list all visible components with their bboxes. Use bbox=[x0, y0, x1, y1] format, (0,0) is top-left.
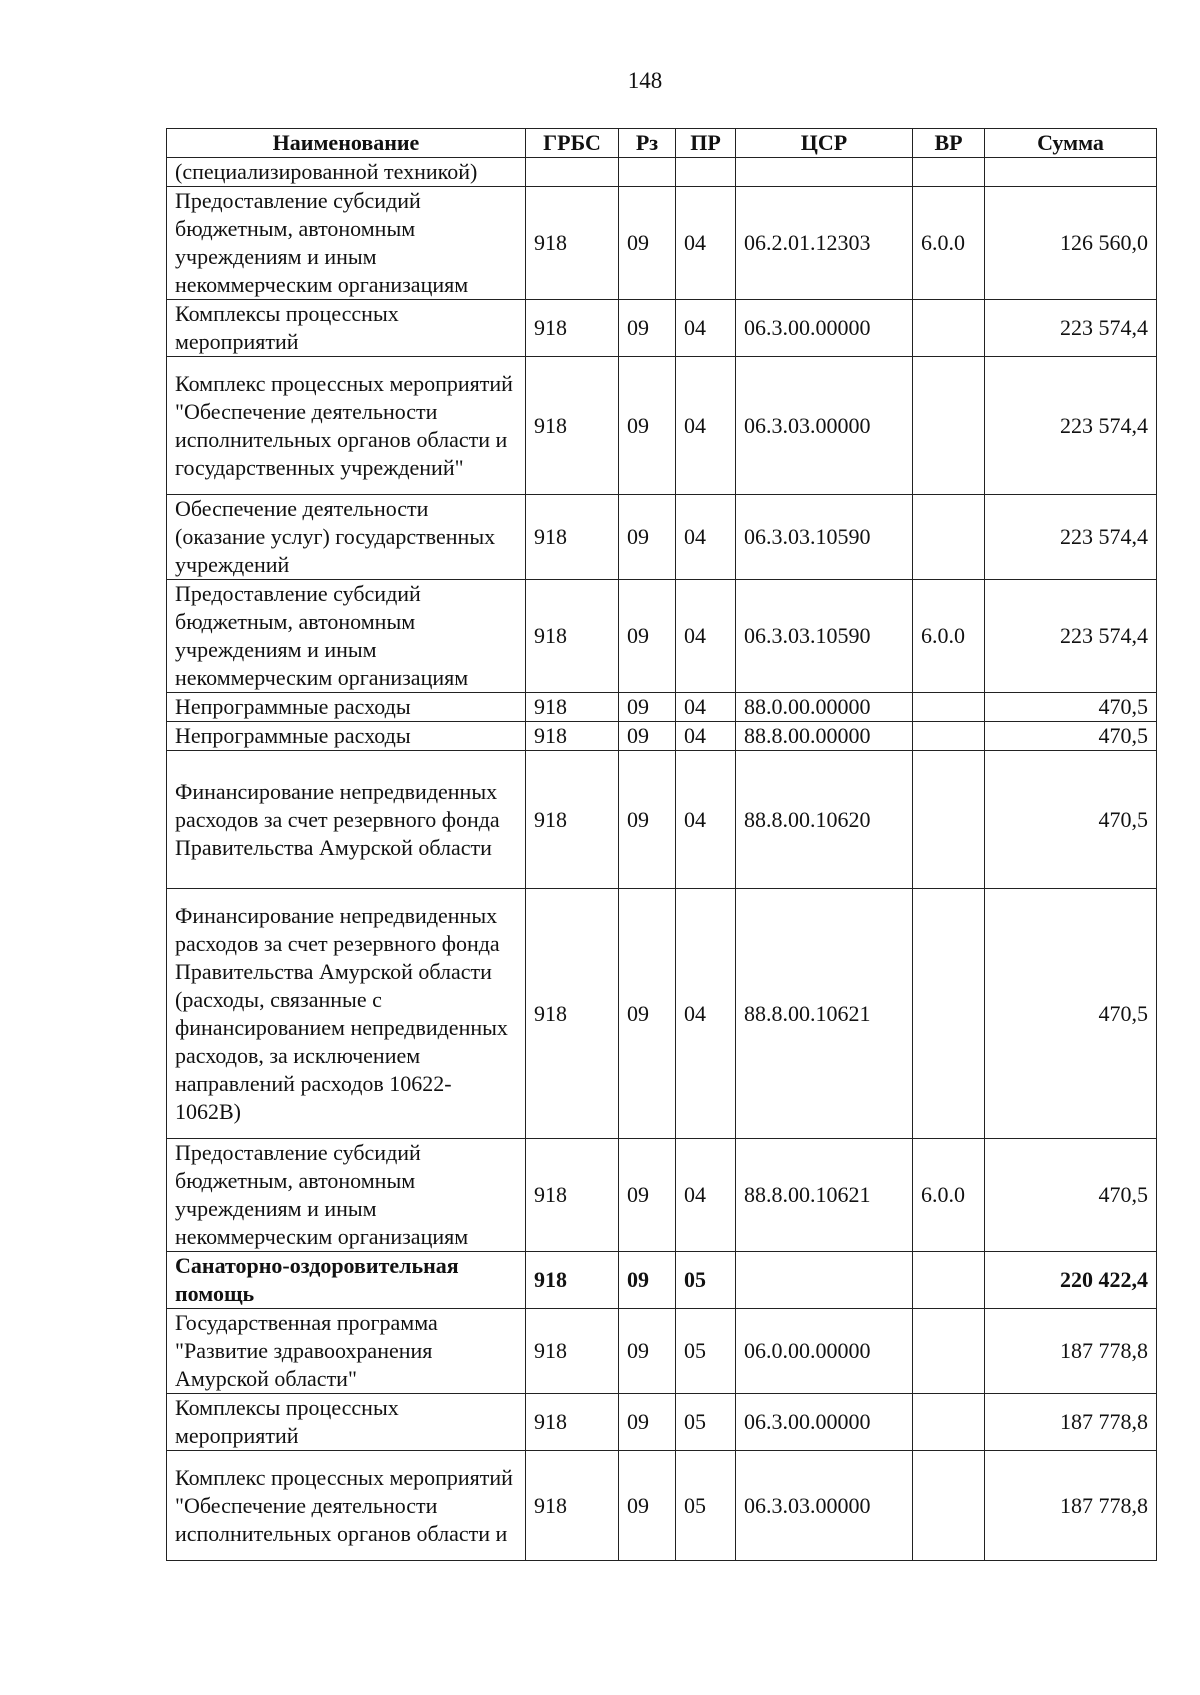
cell-grbs bbox=[526, 158, 619, 187]
cell-pr: 04 bbox=[676, 580, 736, 693]
cell-rz: 09 bbox=[619, 495, 676, 580]
cell-vr: 6.0.0 bbox=[913, 580, 985, 693]
cell-rz: 09 bbox=[619, 722, 676, 751]
cell-grbs: 918 bbox=[526, 889, 619, 1139]
table-row bbox=[167, 1139, 1157, 1252]
cell-grbs: 918 bbox=[526, 187, 619, 300]
cell-name: (специализированной техникой) bbox=[167, 158, 526, 187]
cell-name: Обеспечение деятельности (оказание услуг) государственных учреждений bbox=[167, 495, 526, 580]
cell-csr: 88.8.00.10621 bbox=[736, 1139, 913, 1252]
cell-rz: 09 bbox=[619, 1252, 676, 1309]
cell-sum: 223 574,4 bbox=[985, 495, 1157, 580]
cell-csr: 06.3.00.00000 bbox=[736, 1394, 913, 1451]
cell-sum: 220 422,4 bbox=[985, 1252, 1157, 1309]
table-row bbox=[167, 300, 1157, 357]
cell-grbs: 918 bbox=[526, 300, 619, 357]
table-row bbox=[167, 357, 1157, 495]
cell-pr: 04 bbox=[676, 722, 736, 751]
table-row bbox=[167, 187, 1157, 300]
table-row bbox=[167, 693, 1157, 722]
cell-sum: 126 560,0 bbox=[985, 187, 1157, 300]
cell-name: Финансирование непредвиденных расходов за счет резервного фонда Правительства Амурской области bbox=[167, 751, 526, 889]
cell-csr: 88.8.00.00000 bbox=[736, 722, 913, 751]
cell-vr bbox=[913, 751, 985, 889]
cell-rz: 09 bbox=[619, 357, 676, 495]
table-row bbox=[167, 1252, 1157, 1309]
header-grbs: ГРБС bbox=[526, 129, 619, 158]
page-number: 148 bbox=[627, 68, 663, 93]
cell-vr bbox=[913, 1309, 985, 1394]
cell-rz: 09 bbox=[619, 580, 676, 693]
cell-grbs: 918 bbox=[526, 1451, 619, 1561]
header-vr: ВР bbox=[913, 129, 985, 158]
cell-rz bbox=[619, 158, 676, 187]
cell-pr: 05 bbox=[676, 1309, 736, 1394]
cell-rz: 09 bbox=[619, 1309, 676, 1394]
cell-vr bbox=[913, 1394, 985, 1451]
cell-pr: 05 bbox=[676, 1252, 736, 1309]
cell-pr: 04 bbox=[676, 1139, 736, 1252]
table-row bbox=[167, 158, 1157, 187]
cell-pr: 04 bbox=[676, 187, 736, 300]
cell-sum: 187 778,8 bbox=[985, 1309, 1157, 1394]
cell-pr: 05 bbox=[676, 1451, 736, 1561]
cell-pr: 04 bbox=[676, 693, 736, 722]
table-row bbox=[167, 1394, 1157, 1451]
header-rz: Рз bbox=[619, 129, 676, 158]
cell-name: Комплексы процессных мероприятий bbox=[167, 300, 526, 357]
cell-csr: 06.3.03.00000 bbox=[736, 357, 913, 495]
cell-sum: 223 574,4 bbox=[985, 357, 1157, 495]
table-header-row bbox=[167, 129, 1157, 158]
cell-pr: 04 bbox=[676, 495, 736, 580]
cell-vr bbox=[913, 300, 985, 357]
cell-rz: 09 bbox=[619, 300, 676, 357]
cell-vr bbox=[913, 889, 985, 1139]
cell-name: Государственная программа "Развитие здравоохранения Амурской области" bbox=[167, 1309, 526, 1394]
cell-csr: 88.8.00.10621 bbox=[736, 889, 913, 1139]
header-sum: Сумма bbox=[985, 129, 1157, 158]
cell-vr bbox=[913, 158, 985, 187]
table-row bbox=[167, 722, 1157, 751]
cell-name: Предоставление субсидий бюджетным, автономным учреждениям и иным некоммерческим организациям bbox=[167, 187, 526, 300]
table-row bbox=[167, 1451, 1157, 1561]
cell-pr: 04 bbox=[676, 751, 736, 889]
cell-vr bbox=[913, 1252, 985, 1309]
cell-csr: 06.3.00.00000 bbox=[736, 300, 913, 357]
cell-sum: 223 574,4 bbox=[985, 300, 1157, 357]
cell-grbs: 918 bbox=[526, 1309, 619, 1394]
cell-vr bbox=[913, 495, 985, 580]
header-pr: ПР bbox=[676, 129, 736, 158]
cell-vr bbox=[913, 693, 985, 722]
cell-sum: 470,5 bbox=[985, 722, 1157, 751]
cell-rz: 09 bbox=[619, 889, 676, 1139]
cell-csr: 06.2.01.12303 bbox=[736, 187, 913, 300]
cell-csr bbox=[736, 1252, 913, 1309]
cell-grbs: 918 bbox=[526, 357, 619, 495]
cell-name: Комплекс процессных мероприятий "Обеспечение деятельности исполнительных органов области и bbox=[167, 1451, 526, 1561]
cell-sum bbox=[985, 158, 1157, 187]
cell-pr: 04 bbox=[676, 889, 736, 1139]
cell-name: Комплексы процессных мероприятий bbox=[167, 1394, 526, 1451]
cell-vr bbox=[913, 1451, 985, 1561]
cell-name: Финансирование непредвиденных расходов за счет резервного фонда Правительства Амурской области (расходы, связанные с финансированием непредвиденных расходов, за исключением направлений расходов 10622-1062В) bbox=[167, 889, 526, 1139]
cell-sum: 187 778,8 bbox=[985, 1394, 1157, 1451]
cell-sum: 470,5 bbox=[985, 751, 1157, 889]
cell-rz: 09 bbox=[619, 1451, 676, 1561]
cell-csr: 88.8.00.10620 bbox=[736, 751, 913, 889]
cell-grbs: 918 bbox=[526, 1394, 619, 1451]
cell-pr: 04 bbox=[676, 357, 736, 495]
table-body bbox=[167, 158, 1157, 1561]
table-row bbox=[167, 495, 1157, 580]
cell-rz: 09 bbox=[619, 751, 676, 889]
cell-name: Санаторно-оздоровительная помощь bbox=[167, 1252, 526, 1309]
cell-pr: 04 bbox=[676, 300, 736, 357]
cell-csr bbox=[736, 158, 913, 187]
cell-csr: 06.3.03.10590 bbox=[736, 580, 913, 693]
cell-name: Непрограммные расходы bbox=[167, 722, 526, 751]
table-row bbox=[167, 580, 1157, 693]
cell-csr: 06.3.03.10590 bbox=[736, 495, 913, 580]
cell-name: Непрограммные расходы bbox=[167, 693, 526, 722]
cell-name: Комплекс процессных мероприятий "Обеспечение деятельности исполнительных органов области и государственных учреждений" bbox=[167, 357, 526, 495]
cell-rz: 09 bbox=[619, 1394, 676, 1451]
cell-name: Предоставление субсидий бюджетным, автономным учреждениям и иным некоммерческим организациям bbox=[167, 580, 526, 693]
cell-vr bbox=[913, 722, 985, 751]
cell-pr: 05 bbox=[676, 1394, 736, 1451]
cell-vr bbox=[913, 357, 985, 495]
cell-sum: 470,5 bbox=[985, 1139, 1157, 1252]
cell-grbs: 918 bbox=[526, 580, 619, 693]
cell-grbs: 918 bbox=[526, 722, 619, 751]
cell-sum: 187 778,8 bbox=[985, 1451, 1157, 1561]
table-row bbox=[167, 889, 1157, 1139]
table-row bbox=[167, 751, 1157, 889]
cell-grbs: 918 bbox=[526, 495, 619, 580]
cell-rz: 09 bbox=[619, 187, 676, 300]
cell-rz: 09 bbox=[619, 1139, 676, 1252]
header-csr: ЦСР bbox=[736, 129, 913, 158]
cell-pr bbox=[676, 158, 736, 187]
cell-sum: 470,5 bbox=[985, 693, 1157, 722]
cell-name: Предоставление субсидий бюджетным, автономным учреждениям и иным некоммерческим организациям bbox=[167, 1139, 526, 1252]
cell-grbs: 918 bbox=[526, 751, 619, 889]
cell-sum: 470,5 bbox=[985, 889, 1157, 1139]
cell-sum: 223 574,4 bbox=[985, 580, 1157, 693]
cell-csr: 06.0.00.00000 bbox=[736, 1309, 913, 1394]
table-row bbox=[167, 1309, 1157, 1394]
cell-csr: 88.0.00.00000 bbox=[736, 693, 913, 722]
header-name: Наименование bbox=[167, 129, 526, 158]
cell-csr: 06.3.03.00000 bbox=[736, 1451, 913, 1561]
cell-grbs: 918 bbox=[526, 693, 619, 722]
cell-vr: 6.0.0 bbox=[913, 1139, 985, 1252]
cell-grbs: 918 bbox=[526, 1252, 619, 1309]
cell-grbs: 918 bbox=[526, 1139, 619, 1252]
cell-vr: 6.0.0 bbox=[913, 187, 985, 300]
cell-rz: 09 bbox=[619, 693, 676, 722]
budget-table bbox=[166, 128, 1157, 1561]
